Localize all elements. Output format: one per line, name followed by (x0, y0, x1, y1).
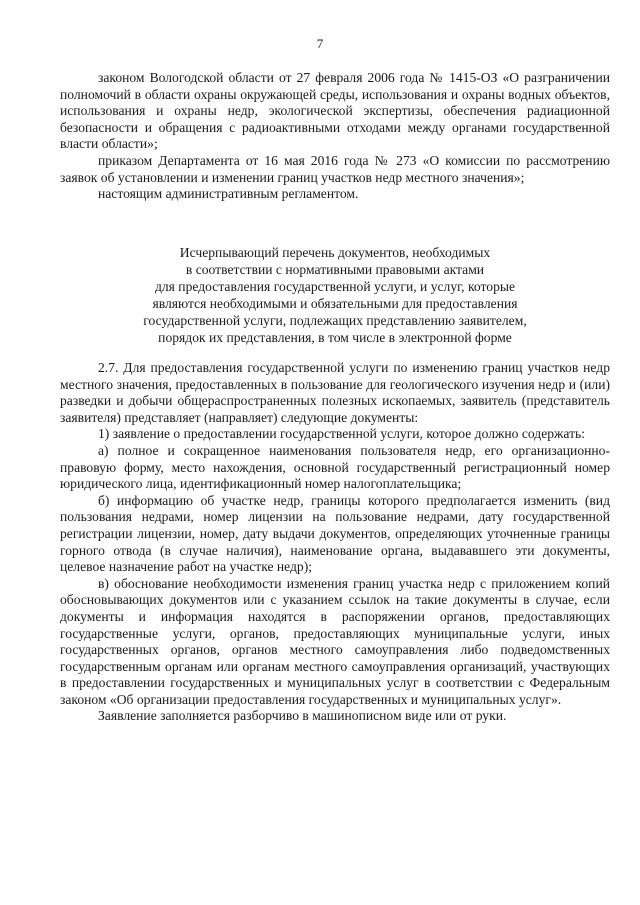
heading-line: являются необходимыми и обязательными для предоставления (152, 296, 518, 311)
paragraph-regional-law: законом Вологодской области от 27 февраля 2006 года № 1415-ОЗ «О разграничении полномочий в области охраны окружающей среды, использования и охраны водных объектов, использования и охраны недр, экологической экспертизы, обеспечения радиационной безопасности и обращения с радиоактивными отходами между органами государственной власти области»; (60, 70, 610, 152)
paragraph-department-order: приказом Департамента от 16 мая 2016 года № 273 «О комиссии по рассмотрению заявок об установлении и изменении границ участков недр местного значения»; (60, 152, 610, 185)
paragraph-item-a: а) полное и сокращенное наименования пользователя недр, его организационно-правовую форму, место нахождения, основной государственный регистрационный номер юридического лица, идентификационный номер налогоплательщика; (60, 442, 610, 492)
documents-list (60, 360, 610, 725)
paragraph-item-v: в) обоснование необходимости изменения границ участка недр с приложением копий обосновывающих документов или с указанием ссылок на такие документы в случае, если документы и информация находятся в распоряжении органов, предоставляющих государственные услуги, органов, предоставляющих муниципальные услуги, иных государственных органов, органов местного самоуправления либо подведомственных государственным органам или органам местного самоуправления организаций, участвующих в предоставлении государственных и муниципальных услуг в соответствии с Федеральным законом «Об организации предоставления государственных и муниципальных услуг». (60, 575, 610, 707)
heading-line: для предоставления государственной услуги, и услуг, которые (154, 279, 516, 294)
paragraph-admin-regulation: настоящим административным регламентом. (98, 186, 359, 202)
heading-line: в соответствии с нормативными правовыми актами (185, 262, 485, 277)
paragraph-application: 1) заявление о предоставлении государственной услуги, которое должно содержать: (98, 426, 586, 442)
paragraph-2-7: 2.7. Для предоставления государственной услуги по изменению границ участков недр местного значения, предоставленных в пользование для геологического изучения недр и (или) разведки и добычи общераспространенных полезных ископаемых, заявитель (представитель заявителя) представляет (направляет) следующие документы: (60, 360, 610, 425)
legal-basis-list (60, 70, 610, 203)
heading-line: порядок их представления, в том числе в электронной форме (158, 330, 512, 345)
heading-line: государственной услуги, подлежащих представлению заявителем, (143, 313, 527, 328)
heading-line: Исчерпывающий перечень документов, необходимых (179, 245, 491, 260)
page-number: 7 (316, 36, 324, 51)
section-heading (60, 244, 610, 346)
paragraph-item-b: б) информацию об участке недр, границы которого предполагается изменить (вид пользования недрами, номер лицензии на пользование недрами, дату государственной регистрации лицензии, номер, дату выдачи документов, определяющих уточненные границы горного отвода (в случае наличия), наименование органа, выдававшего эти документы, целевое назначение работ на участке недр); (60, 492, 610, 575)
paragraph-fill-instructions: Заявление заполняется разборчиво в машинописном виде или от руки. (98, 708, 507, 724)
